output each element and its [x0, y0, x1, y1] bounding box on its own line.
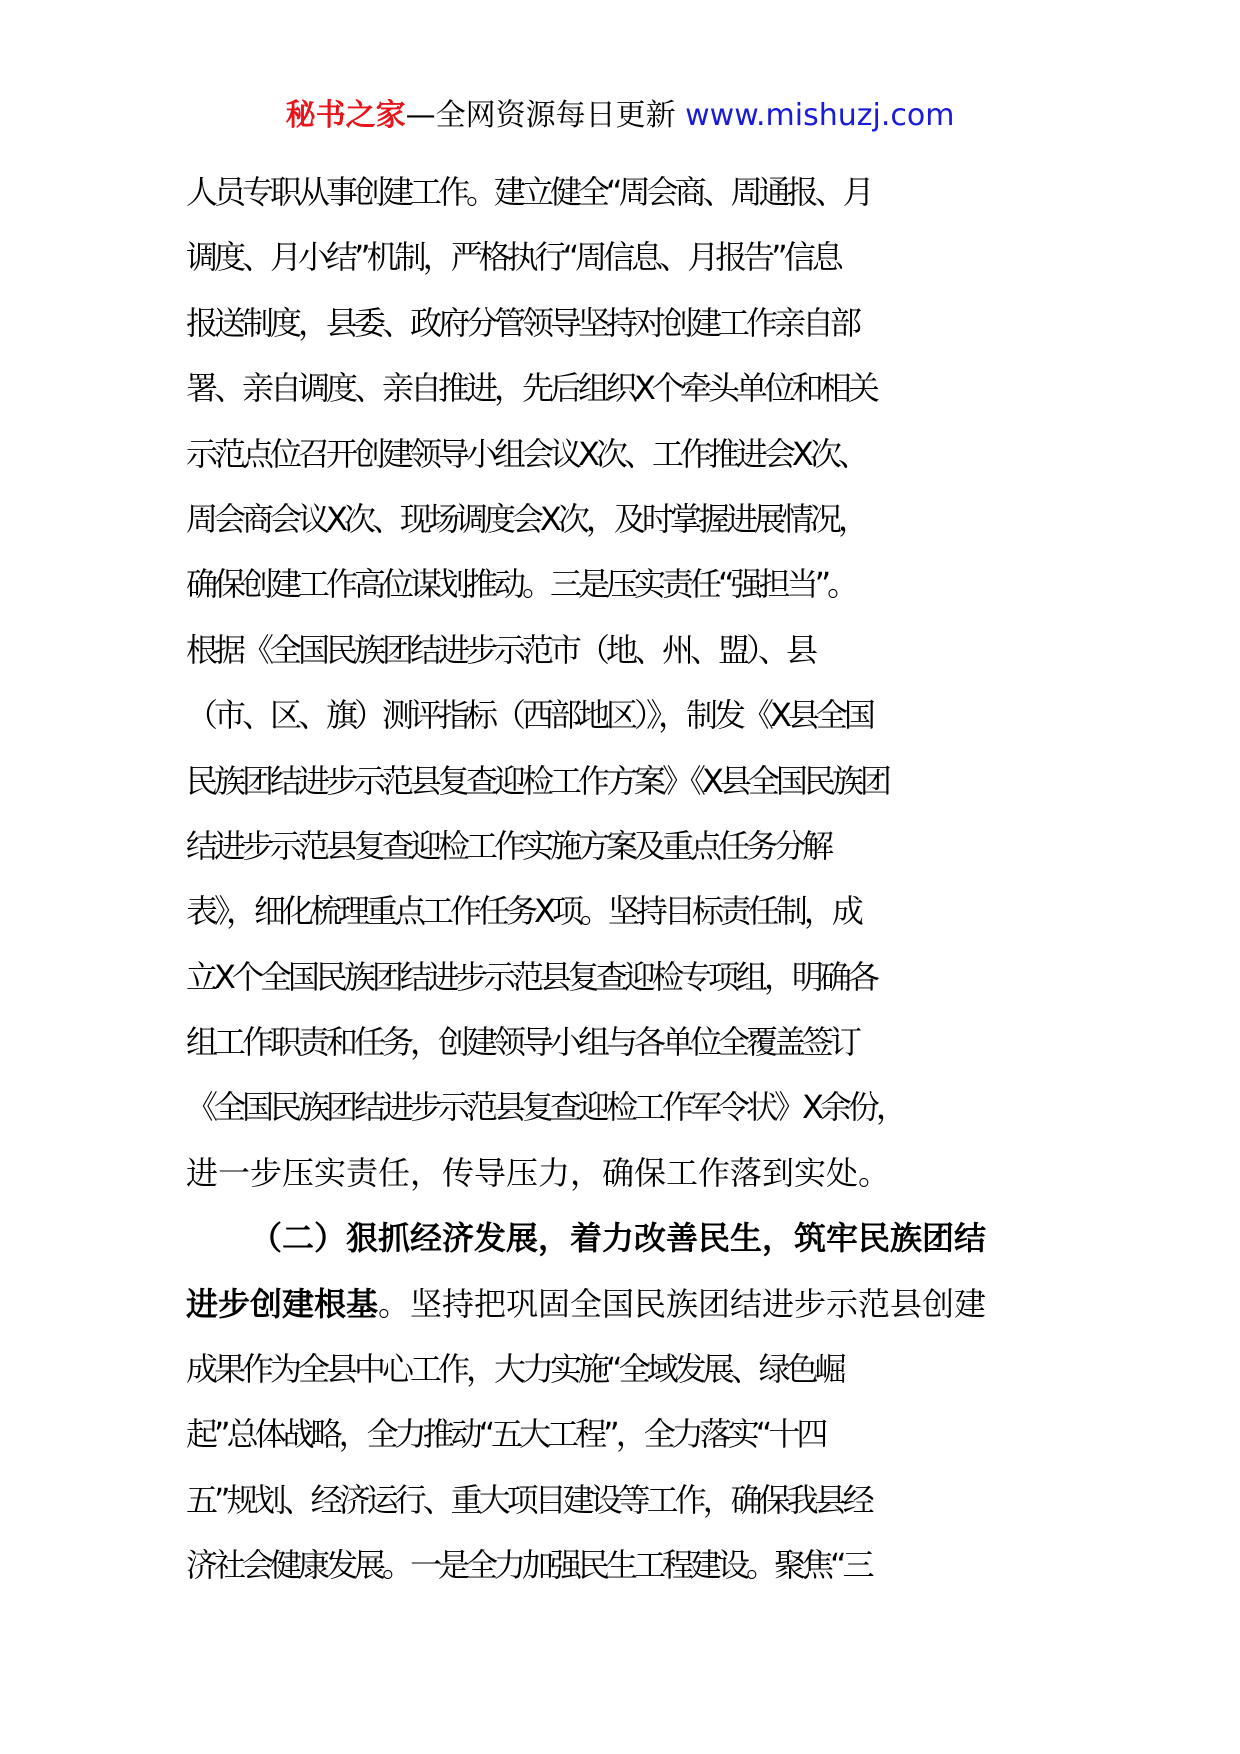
text-line: 起”总体战略，全力推动“五大工程”，全力落实“十四 [186, 1415, 825, 1454]
text-line: 民族团结进步示范县复查迎检工作方案》《X县全国民族团 [186, 761, 888, 800]
text-line: 立X个全国民族团结进步示范县复查迎检专项组，明确各 [186, 957, 876, 996]
site-url-link[interactable]: www.mishuzj.com [685, 98, 955, 133]
section-heading-tail: 进步创建根基 [186, 1284, 379, 1323]
text-line: 五”规划、经济运行、重大项目建设等工作，确保我县经 [186, 1480, 871, 1519]
text-line: 报送制度，县委、政府分管领导坚持对创建工作亲自部 [186, 303, 859, 342]
section-text: 。坚持把巩固全国民族团结进步示范县创建 [378, 1284, 987, 1323]
text-line: 结进步示范县复查迎检工作实施方案及重点任务分解 [186, 826, 831, 865]
text-line: 人员专职从事创建工作。建立健全“周会商、周通报、月 [186, 173, 871, 211]
section-heading-text: （二）狠抓经济发展，着力改善民生，筑牢民族团结 [250, 1219, 987, 1258]
document-body [186, 160, 1054, 1599]
text-line: 署、亲自调度、亲自推进，先后组织X个牵头单位和相关 [186, 369, 876, 408]
text-line: 济社会健康发展。一是全力加强民生工程建设。聚焦“三 [186, 1546, 871, 1585]
text-line: 表》，细化梳理重点工作任务X项。坚持目标责任制，成 [186, 892, 860, 931]
header-tagline: —全网资源每日更新 [405, 98, 686, 133]
text-line: 进一步压实责任，传导压力，确保工作落到实处。 [186, 1153, 891, 1192]
text-line [186, 1272, 1054, 1337]
text-line: 根据《全国民族团结进步示范市（地、州、盟）、县 [186, 630, 815, 669]
site-header [0, 96, 1240, 136]
text-line: 确保创建工作高位谋划推动。三是压实责任“强担当”。 [186, 565, 856, 604]
text-line: 组工作职责和任务，创建领导小组与各单位全覆盖签订 [186, 1023, 859, 1062]
text-line: 示范点位召开创建领导小组会议X次、工作推进会X次、 [186, 434, 866, 473]
text-line: 调度、月小结”机制，严格执行“周信息、月报告”信息 [186, 238, 840, 277]
text-line: 成果作为全县中心工作，大力实施“全域发展、绿色崛 [186, 1350, 843, 1389]
section-heading [186, 1206, 1054, 1271]
text-line: 周会商会议X次、现场调度会X次，及时掌握进展情况， [186, 499, 866, 538]
brand-name: 秘书之家 [285, 98, 406, 133]
text-line: 《全国民族团结进步示范县复查迎检工作军令状》X余份， [186, 1088, 904, 1127]
text-line: （市、区、旗）测评指标（西部地区）》，制发《X县全国 [186, 696, 872, 735]
